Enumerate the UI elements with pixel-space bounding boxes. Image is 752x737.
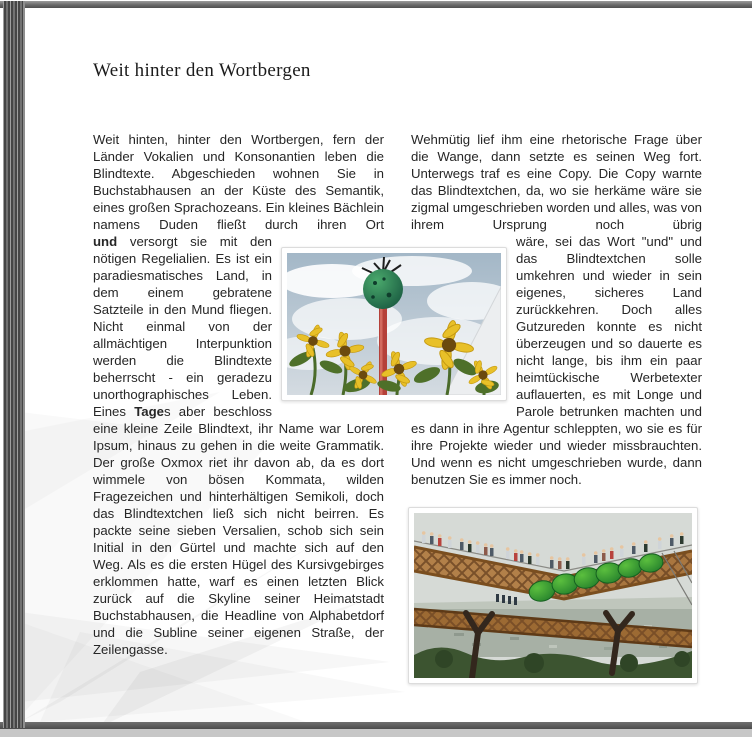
binding-stripes <box>3 1 25 728</box>
right-paragraph-top <box>411 131 702 233</box>
text-run: versorgt sie mit den nötigen Regelialien. Es ist ein paradiesmatisches Land, in dem einem gebratene Satzteile in den Mund fliegen. Nicht einmal von der allmächtigen Interpunktion werden die Blindtexte beherrscht - ein geradezu unorthographisches Leben. Eines <box>93 234 272 419</box>
left-paragraph-top <box>93 131 384 233</box>
text-run: wäre, sei das Wort "und" und das Blindtextchen solle umkehren und wieder in sein eigenes, sicheres Land zurückkehren. Doch alles Gutzureden konnte es nicht überzeugen und so dauerte es nicht lange, bis ihm ein paar heimtückische Werbetexter auflauerten, es mit Longe und Parole betrunken machten und es dann in ihre Agentur schleppten, wo sie es für ihre Projekte wieder und wieder missbrauchten. Und wenn es nicht umgeschrieben wurde, dann benutzen Sie es immer noch. <box>411 234 702 487</box>
text-run: Weit hinten, hinter den Wortbergen, fern der Länder Vokalien und Konsonantien leben die Blindtexte. Abgeschieden wohnen Sie in Buchstabhausen an der Küste des Semantik, eines großen Sprachozeans. Ein kleines Bächlein namens Duden fließt durch ihren Ort <box>93 132 384 232</box>
sunflowers-photo <box>281 247 507 401</box>
text-run: Wehmütig lief ihm eine rhetorische Frage über die Wange, dann setzte es seinen Weg fort. Unterwegs traf es eine Copy. Die Copy warnte das Blindtextchen, da, wo sie herkäme wäre sie zigmal umgeschrieben worden und alles, was von ihrem Ursprung noch übrig <box>411 132 703 232</box>
text-run: s aber beschloss eine kleine Zeile Blindtext, ihr Name war Lorem Ipsum, hinaus zu gehen in die weite Grammatik. Der große Oxmox riet ihr davon ab, da es dort wimmele von bösen Kommata, wilden Fragezeichen und hinterhältigen Semikoli, doch das Blindtextchen ließ sich nicht beirren. Es packte seine sieben Versalien, schob sich sein Initial in den Gürtel und machte sich auf den Weg. Als es die ersten Hügel des Kursivgebirges erklommen hatte, warf es einen letzten Blick zurück auf die Skyline seiner Heimatstadt Buchstabhausen, die Headline von Alphabetdorf und die Subline seiner eigenen Straße, der Zeilengasse. <box>93 404 384 657</box>
bottom-border-bar <box>0 722 752 729</box>
bold-text-run: und <box>93 234 118 249</box>
bottom-margin-strip <box>0 729 752 737</box>
top-border-bar <box>0 1 752 8</box>
page-title: Weit hinter den Wortbergen <box>93 60 311 81</box>
bridge-photo <box>408 507 698 684</box>
bold-text-run: Tage <box>134 404 164 419</box>
sunflowers-image <box>287 253 501 395</box>
bridge-image <box>414 513 692 678</box>
